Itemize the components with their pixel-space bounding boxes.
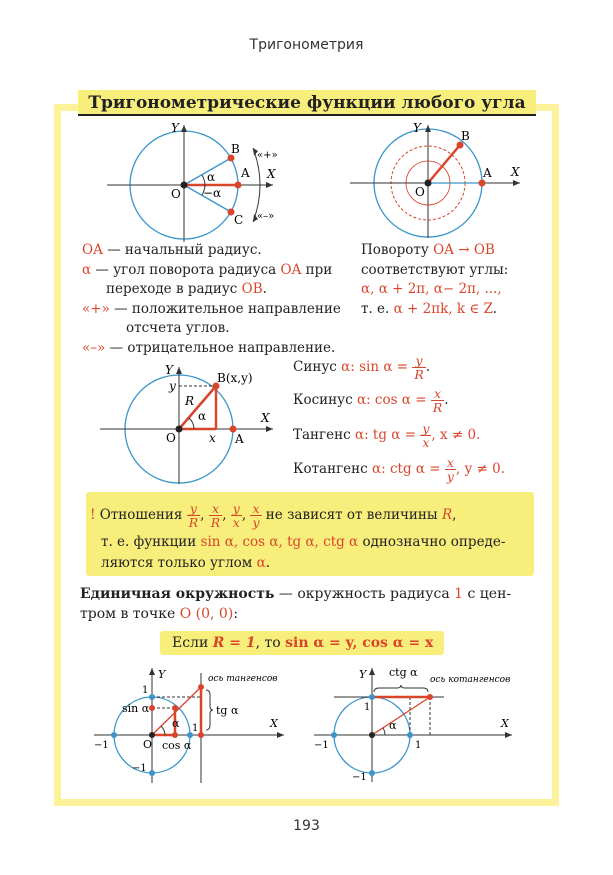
page-number: 193 [293,818,320,834]
diagram-rotation-directions [95,120,295,240]
diagram-tangent-axis [92,665,292,785]
label-x: X [270,717,278,730]
label-o: O [415,185,425,199]
rot-line-2: соответствуют углы: [361,262,509,278]
label-neg-y: −1 [352,772,367,783]
label-a: A [483,166,492,180]
unit-line-1: Единичная окружность — окружность радиуса 1 с цен- [80,586,512,602]
label-alpha: α [207,170,216,184]
radius-ob [428,145,460,183]
ray [372,697,430,735]
label-y: Y [171,121,179,135]
label-ctg: ctg α [389,666,418,679]
running-header: Тригонометрия [249,37,364,53]
label-plus: «+» [257,150,278,161]
label-neg-x: −1 [94,740,109,751]
label-one-x: 1 [415,740,422,751]
def-line-oa: OA — начальный радиус. [82,242,262,258]
label-minus: «–» [257,211,275,222]
label-a: A [241,166,250,180]
label-y: Y [413,121,421,135]
diagram-multiple-rotations [345,120,530,240]
unit-line-2: тром в точке O (0, 0): [80,606,239,622]
label-b: B [231,142,240,156]
label-c: C [234,213,244,227]
label-lx: x [209,431,216,445]
formula-cos: Косинус α: cos α = $\frac{x}{R}$ . [293,386,449,415]
note-line-1: ! Отношения $\frac{y}{R}$ , $\frac{x}{R}$ , $\frac{y}{x}$ , $\frac{x}{y}$ не зависят от величины R, [90,501,457,530]
label-axis: ось тангенсов [208,674,278,684]
label-o: O [166,431,176,445]
label-ly: y [169,379,176,393]
label-x: X [511,165,520,179]
rot-line-4: т. е. α + 2πk, k ∈ Z. [361,301,498,317]
label-one-y: 1 [142,685,149,696]
label-alpha: α [198,409,207,423]
label-y: Y [165,363,173,377]
label-r: R [185,394,195,408]
label-y: Y [359,668,367,681]
def-line-alpha: α — угол поворота радиуса OA при [82,262,333,278]
def-line-plus: «+» — положительное направление [82,301,341,317]
label-neg-x: −1 [314,740,329,751]
formula-tg: Тангенс α: tg α = $\frac{y}{x}$ , x ≠ 0. [293,421,481,450]
label-alpha: α [172,717,180,730]
formula-sin: Синус α: sin α = $\frac{y}{R}$ . [293,353,431,382]
formula-ctg: Котангенс α: ctg α = $\frac{x}{y}$ , y ≠ 0. [293,455,505,484]
label-x: X [267,167,276,181]
label-x: X [501,717,509,730]
label-b: B(x,y) [217,371,253,385]
unit-if-line: Если R = 1, то sin α = y, cos α = x [172,635,434,651]
rot-line-3: α, α + 2π, α− 2π, ..., [361,281,502,297]
note-line-3: ляются только углом α. [101,555,270,571]
label-a: A [235,432,244,446]
def-line-minus: «–» — отрицательное направление. [82,340,336,356]
label-alpha: α [389,719,397,732]
rot-line-1: Повороту OA → OB [361,242,495,258]
label-cos: cos α [162,739,192,752]
diagram-point-coordinates [98,362,278,484]
label-y: Y [158,668,166,681]
def-line-plus-2: отсчета углов. [126,320,230,336]
label-b: B [461,129,470,143]
label-one-y: 1 [364,702,371,713]
label-minus-alpha: −α [203,186,222,200]
note-line-2: т. е. функции sin α, cos α, tg α, ctg α однозначно опреде- [101,534,506,550]
diagram-cotangent-axis [312,660,524,785]
label-sin: sin α [122,702,150,715]
label-neg-y: −1 [132,763,147,774]
def-line-alpha-2: переходе в радиус OB. [106,281,267,297]
label-tg: tg α [216,704,239,717]
label-one-x: 1 [192,723,199,734]
label-x: X [261,411,270,425]
label-o: O [171,187,181,201]
section-title: Тригонометрические функции любого угла [78,90,536,116]
label-o: O [143,738,153,751]
label-axis: ось котангенсов [430,675,511,685]
